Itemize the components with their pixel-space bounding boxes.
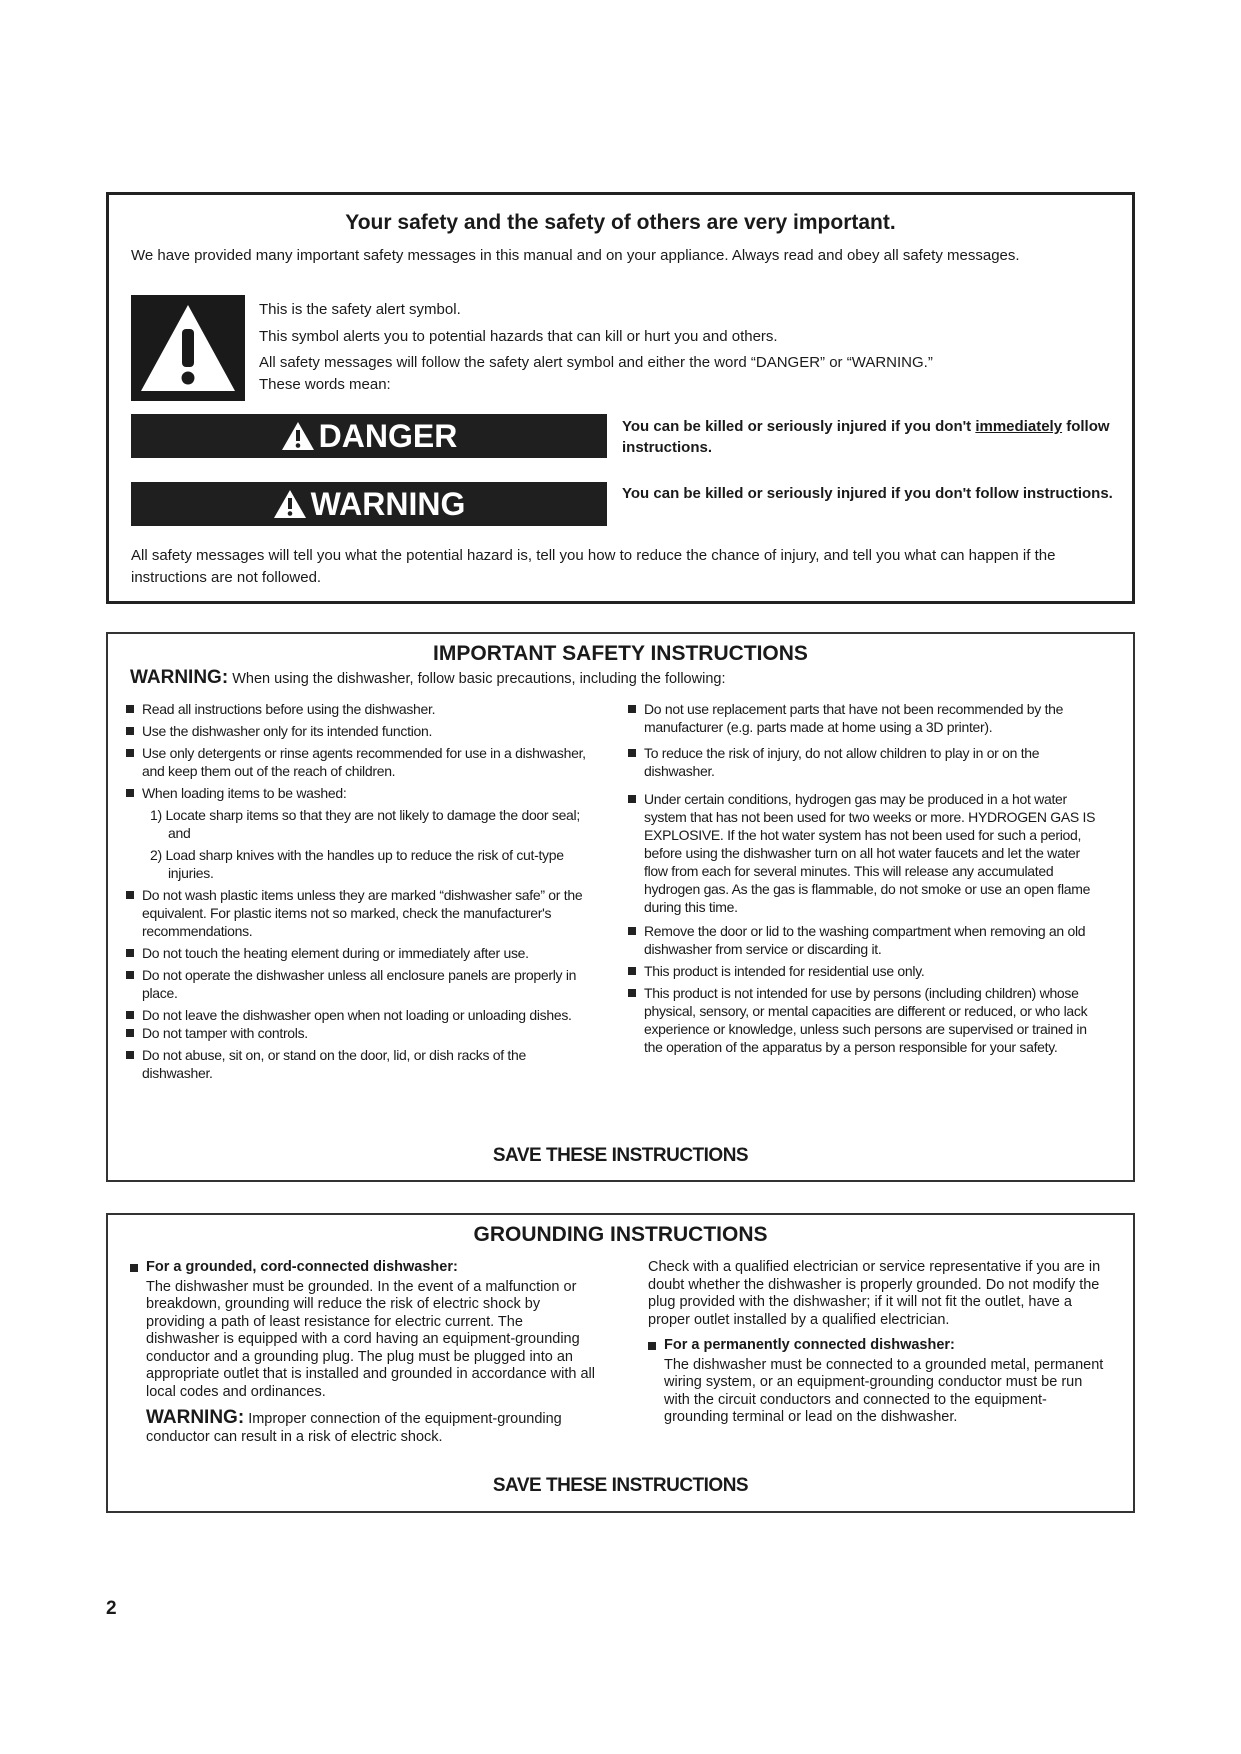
- list-item: Do not operate the dishwasher unless all enclosure panels are properly in place.: [126, 966, 596, 1002]
- danger-text-pre: You can be killed or seriously injured if you don't: [622, 418, 976, 435]
- grounding-warning: [130, 1409, 600, 1446]
- save-instructions-label: SAVE THESE INSTRUCTIONS: [492, 1475, 749, 1496]
- list-item: Do not abuse, sit on, or stand on the door, lid, or dish racks of the dishwasher.: [126, 1046, 596, 1082]
- grounding-right-column: [648, 1259, 1108, 1435]
- safety-message-box: [106, 192, 1135, 604]
- danger-alert-icon: [281, 421, 315, 451]
- cord-connected-heading: For a grounded, cord-connected dishwasher:: [130, 1259, 600, 1277]
- safety-box-title: Your safety and the safety of others are very important.: [345, 211, 896, 234]
- list-item: This product is not intended for use by persons (including children) whose physical, sensory, or mental capacities are different or reduced, or who lack experience or knowledge, unless such persons are supervised or trained in the operation of the apparatus by a person responsible for your safety.: [628, 984, 1098, 1056]
- list-item: Under certain conditions, hydrogen gas may be produced in a hot water system that has not been used for two weeks or more. HYDROGEN GAS IS EXPLOSIVE. If the hot water system has not been used for such a period, before using the dishwasher turn on all hot water faucets and let the water flow from each for several minutes. This will release any accumulated hydrogen gas. As the gas is flammable, do not smoke or use an open flame during this time.: [628, 790, 1098, 916]
- page-number: 2: [106, 1598, 117, 1619]
- safety-box-outro: All safety messages will tell you what the potential hazard is, tell you how to reduce the chance of injury, and tell you what can happen if the instructions are not followed.: [131, 547, 1056, 586]
- safety-alert-icon: [131, 295, 245, 401]
- list-item: Do not leave the dishwasher open when not loading or unloading dishes.: [126, 1006, 596, 1024]
- alert-line: All safety messages will follow the safety alert symbol and either the word “DANGER” or “WARNING.”: [259, 354, 933, 371]
- list-sub-item: 2) Load sharp knives with the handles up to reduce the risk of cut-type injuries.: [150, 847, 564, 881]
- list-item: Do not tamper with controls.: [126, 1024, 596, 1042]
- cord-connected-body: The dishwasher must be grounded. In the event of a malfunction or breakdown, grounding will reduce the risk of electric shock by providing a path of least resistance for electric current. The dishwasher is equipped with a cord having an equipment-grounding conductor and a grounding plug. The plug must be plugged into an appropriate outlet that is installed and grounded in accordance with all local codes and ordinances.: [146, 1278, 595, 1400]
- list-item: Do not use replacement parts that have not been recommended by the manufacturer (e.g. parts made at home using a 3D printer).: [628, 700, 1098, 736]
- warning-alert-icon: [273, 489, 307, 519]
- danger-text-post: follow instructions.: [622, 418, 1110, 456]
- warning-description: You can be killed or seriously injured if you don't follow instructions.: [622, 485, 1113, 502]
- grounding-check-text: Check with a qualified electrician or service representative if you are in doubt whether the dishwasher is properly grounded. Do not modify the plug provided with the dishwasher; if it will not fit the outlet, have a proper outlet installed by a qualified electrician.: [648, 1259, 1101, 1328]
- save-instructions-label: SAVE THESE INSTRUCTIONS: [492, 1145, 749, 1166]
- list-item: Read all instructions before using the dishwasher.: [126, 700, 596, 718]
- list-item: Use the dishwasher only for its intended function.: [126, 722, 596, 740]
- danger-signal-banner: [131, 414, 607, 458]
- important-safety-box: [106, 632, 1135, 1182]
- important-warning-label: WARNING:: [130, 667, 229, 688]
- list-item: To reduce the risk of injury, do not allow children to play in or on the dishwasher.: [628, 744, 1098, 780]
- grounding-box: [106, 1213, 1135, 1513]
- list-item: When loading items to be washed:: [126, 784, 596, 802]
- important-warning-text: When using the dishwasher, follow basic precautions, including the following:: [232, 671, 726, 687]
- important-warning-line: [130, 667, 725, 689]
- alert-symbol-explanation: [259, 299, 1119, 397]
- danger-description: [622, 416, 1122, 458]
- important-safety-title: IMPORTANT SAFETY INSTRUCTIONS: [433, 642, 808, 665]
- alert-line: This symbol alerts you to potential hazards that can kill or hurt you and others.: [259, 328, 778, 345]
- list-item: Use only detergents or rinse agents recommended for use in a dishwasher, and keep them out of the reach of children.: [126, 744, 596, 780]
- grounding-title: GROUNDING INSTRUCTIONS: [473, 1223, 768, 1246]
- danger-text-emphasis: immediately: [975, 418, 1063, 435]
- danger-label: DANGER: [318, 417, 458, 454]
- list-sub-item: 1) Locate sharp items so that they are not likely to damage the door seal; and: [150, 807, 580, 841]
- grounding-warning-text: Improper connection of the equipment-grounding conductor can result in a risk of electric shock.: [146, 1411, 562, 1445]
- list-item: Remove the door or lid to the washing compartment when removing an old dishwasher from service or discarding it.: [628, 922, 1098, 958]
- safety-list-left: [126, 700, 596, 1086]
- permanent-connected-body: The dishwasher must be connected to a grounded metal, permanent wiring system, or an equipment-grounding conductor must be run with the circuit conductors and connected to the equipment-grounding terminal or lead on the dishwasher.: [664, 1356, 1104, 1425]
- permanent-connected-heading: For a permanently connected dishwasher:: [648, 1337, 1108, 1355]
- list-item: Do not touch the heating element during or immediately after use.: [126, 944, 596, 962]
- safety-box-intro: We have provided many important safety messages in this manual and on your appliance. Always read and obey all safety messages.: [131, 247, 1020, 264]
- grounding-warning-label: WARNING:: [146, 1407, 245, 1428]
- list-item: Do not wash plastic items unless they are marked “dishwasher safe” or the equivalent. For plastic items not so marked, check the manufacturer's recommendations.: [126, 886, 596, 940]
- grounding-left-column: [130, 1259, 600, 1446]
- alert-line: These words mean:: [259, 376, 391, 393]
- safety-list-right: [628, 700, 1098, 1060]
- warning-label: WARNING: [310, 485, 466, 522]
- list-item: This product is intended for residential use only.: [628, 962, 1098, 980]
- warning-signal-banner: [131, 482, 607, 526]
- alert-line: This is the safety alert symbol.: [259, 301, 461, 318]
